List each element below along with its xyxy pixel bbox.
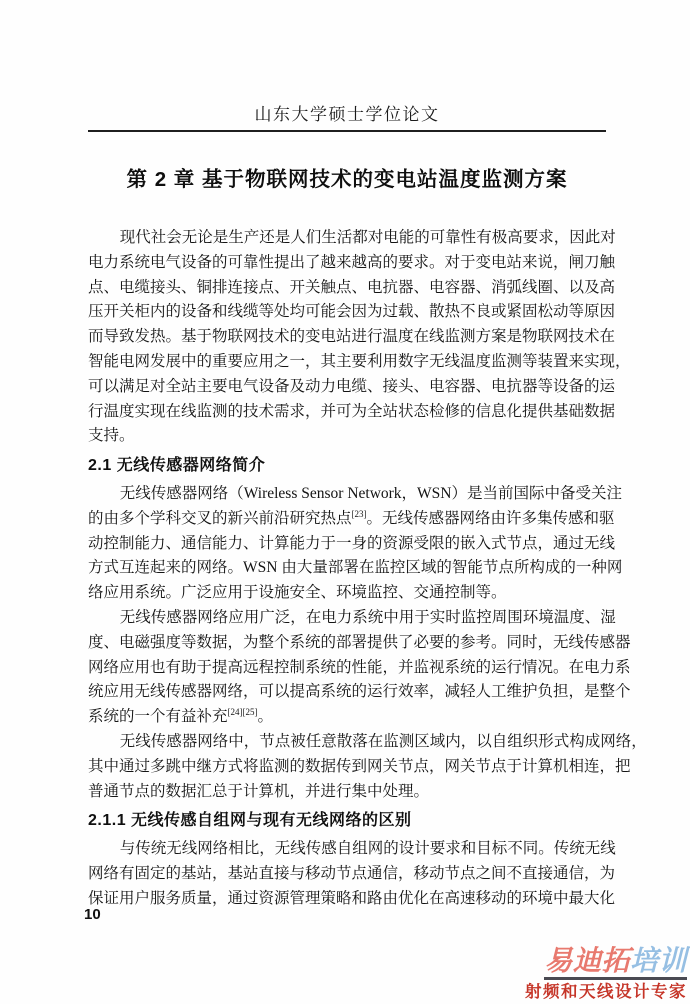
text-line: 动控制能力、通信能力、计算能力于一身的资源受限的嵌入式节点，通过无线 (88, 534, 616, 552)
chapter-title: 第 2 章 基于物联网技术的变电站温度监测方案 (126, 168, 568, 191)
page-number: 10 (84, 906, 101, 923)
text-line: 的由多个学科交叉的新兴前沿研究热点[23]。无线传感器网络由许多集传感和驱 (88, 508, 615, 527)
text-line: 统应用无线传感器网络，可以提高系统的运行效率，减轻人工维护负担，是整个 (88, 683, 631, 701)
text-line: 络应用系统。广泛应用于设施安全、环境监控、交通控制等。 (88, 584, 507, 602)
text-line: 支持。 (88, 427, 135, 445)
header-rule (88, 130, 606, 132)
text-line: 无线传感器网络（Wireless Sensor Network，WSN）是当前国际中备受关注 (119, 484, 622, 502)
text-line: 其中通过多跳中继方式将监测的数据传到网关节点，网关节点于计算机相连，把 (88, 757, 631, 775)
text-line: 与传统无线网络相比，无线传感自组网的设计要求和目标不同。传统无线 (119, 840, 616, 858)
text-line: 电力系统电气设备的可靠性提出了越来越高的要求。对于变电站来说，闸刀触 (88, 253, 616, 271)
text-line: 可以满足对全站主要电气设备及动力电缆、接头、电容器、电抗器等设备的运 (88, 377, 616, 395)
section-heading: 2.1 无线传感器网络简介 (88, 457, 266, 475)
running-header (88, 0, 606, 132)
text-line: 智能电网发展中的重要应用之一，其主要利用数字无线温度监测等装置来实现， (88, 352, 631, 370)
body-text-column (88, 226, 647, 912)
text-line: 而导致发热。基于物联网技术的变电站进行温度在线监测方案是物联网技术在 (88, 328, 616, 346)
watermark-brand-blue: 培训 (629, 944, 687, 976)
text-line: 度、电磁强度等数据，为整个系统的部署提供了必要的参考。同时，无线传感器 (88, 633, 631, 651)
text-line: 系统的一个有益补充[24][25]。 (88, 706, 274, 726)
text-line: 网络应用也有助于提高远程控制系统的性能，并监视系统的运行情况。在电力系 (88, 658, 631, 676)
text-line: 压开关柜内的设备和线缆等处均可能会因为过载、散热不良或紧固松动等原因 (88, 303, 616, 321)
running-header-title: 山东大学硕士学位论文 (254, 105, 440, 124)
text-line: 点、电缆接头、铜排连接点、开关触点、电抗器、电容器、消弧线圈、以及高 (88, 278, 616, 296)
text-line: 行温度实现在线监测的技术需求，并可为全站状态检修的信息化提供基础数据 (88, 402, 616, 420)
section-heading: 2.1.1 无线传感自组网与现有无线网络的区别 (88, 812, 412, 830)
text-line: 现代社会无论是生产还是人们生活都对电能的可靠性有极高要求，因此对 (119, 229, 616, 246)
watermark (525, 944, 687, 1001)
watermark-logo (544, 944, 687, 980)
paragraph (88, 226, 631, 449)
text-line: 方式互连起来的网络。WSN 由大量部署在监控区域的智能节点所构成的一种网 (88, 559, 623, 577)
text-line: 无线传感器网络应用广泛，在电力系统中用于实时监控周围环境温度、湿 (119, 608, 616, 626)
watermark-brand-red: 易迪拓 (544, 944, 630, 976)
watermark-tagline: 射频和天线设计专家 (525, 981, 687, 1001)
paragraph (88, 730, 647, 804)
citation-superscript: [24][25] (227, 706, 258, 717)
text-line: 无线传感器网络中，节点被任意散落在监测区域内，以自组织形式构成网络， (119, 732, 647, 750)
paragraph (88, 837, 616, 911)
citation-superscript: [23] (351, 508, 367, 519)
paragraph (88, 606, 631, 730)
paragraph (88, 482, 623, 606)
text-line: 普通节点的数据汇总于计算机，并进行集中处理。 (88, 782, 430, 800)
text-line: 网络有固定的基站，基站直接与移动节点通信，移动节点之间不直接通信，为 (88, 864, 616, 882)
text-line: 保证用户服务质量，通过资源管理策略和路由优化在高速移动的环境中最大化 (88, 889, 616, 907)
